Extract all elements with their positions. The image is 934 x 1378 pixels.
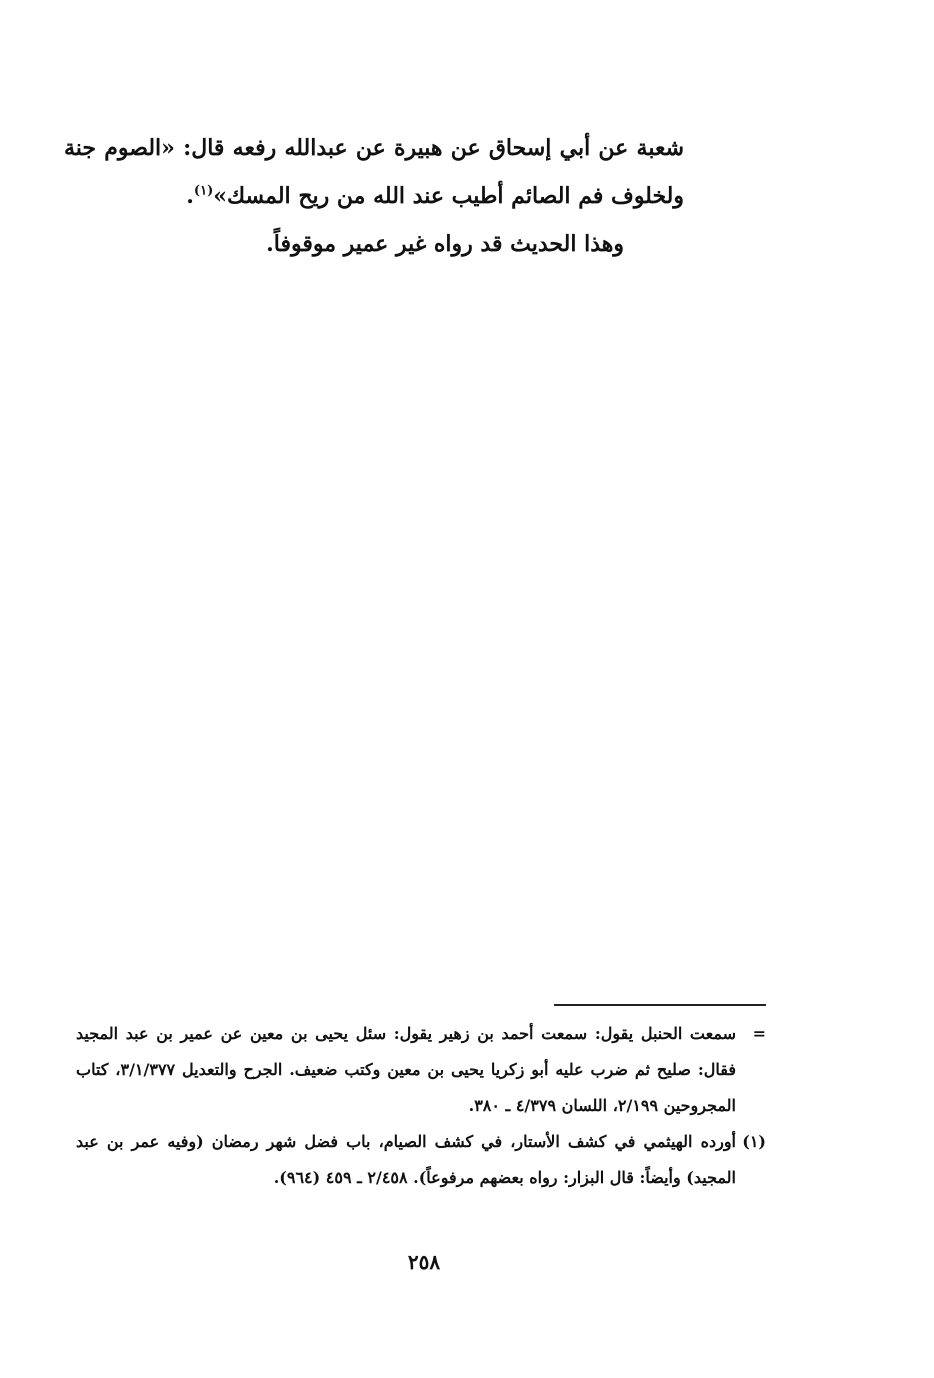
footnote-marker: = bbox=[752, 1024, 766, 1043]
footnote-text: سمعت الحنبل يقول: سمعت أحمد بن زهير يقول: سئل يحيى بن معين عن عمير بن عبد المجيد فقال: صليح ثم ضرب عليه أبو زكريا يحيى بن معين وكتب ضعيف. الجرح والتعديل ٣/١/٣٧٧، كتاب المجروحين ٢/١٩٩، اللسان ٤/٣٧٩ ـ ٣٨٠. bbox=[76, 1024, 736, 1115]
paragraph-text: وهذا الحديث قد رواه غير عمير موقوفاً. bbox=[266, 231, 624, 257]
footnote-continued bbox=[76, 1016, 766, 1124]
paragraph bbox=[64, 220, 684, 268]
page-number: ٢٥٨ bbox=[407, 1250, 441, 1274]
footnotes bbox=[76, 1016, 766, 1196]
footnote-text: أورده الهيثمي في كشف الأستار، في كشف الصيام، باب فضل شهر رمضان (وفيه عمر بن عبد المجيد) وأيضاً: قال البزار: رواه بعضهم مرفوعاً). ٢/٤٥٨ ـ ٤٥٩ (٩٦٤). bbox=[76, 1132, 736, 1187]
footnote-1 bbox=[76, 1124, 766, 1196]
paragraph-text: شعبة عن أبي إسحاق عن هبيرة عن عبدالله رفعه قال: «الصوم جنة ولخلوف فم الصائم أطيب عند الله من ريح المسك» bbox=[64, 135, 684, 209]
main-text bbox=[64, 124, 684, 268]
footnote-marker: (١) bbox=[742, 1132, 766, 1151]
footnote-separator bbox=[554, 1004, 766, 1006]
paragraph bbox=[64, 124, 684, 220]
paragraph-end-mark: . bbox=[186, 183, 194, 209]
footnote-reference[interactable]: (١) bbox=[193, 183, 214, 199]
